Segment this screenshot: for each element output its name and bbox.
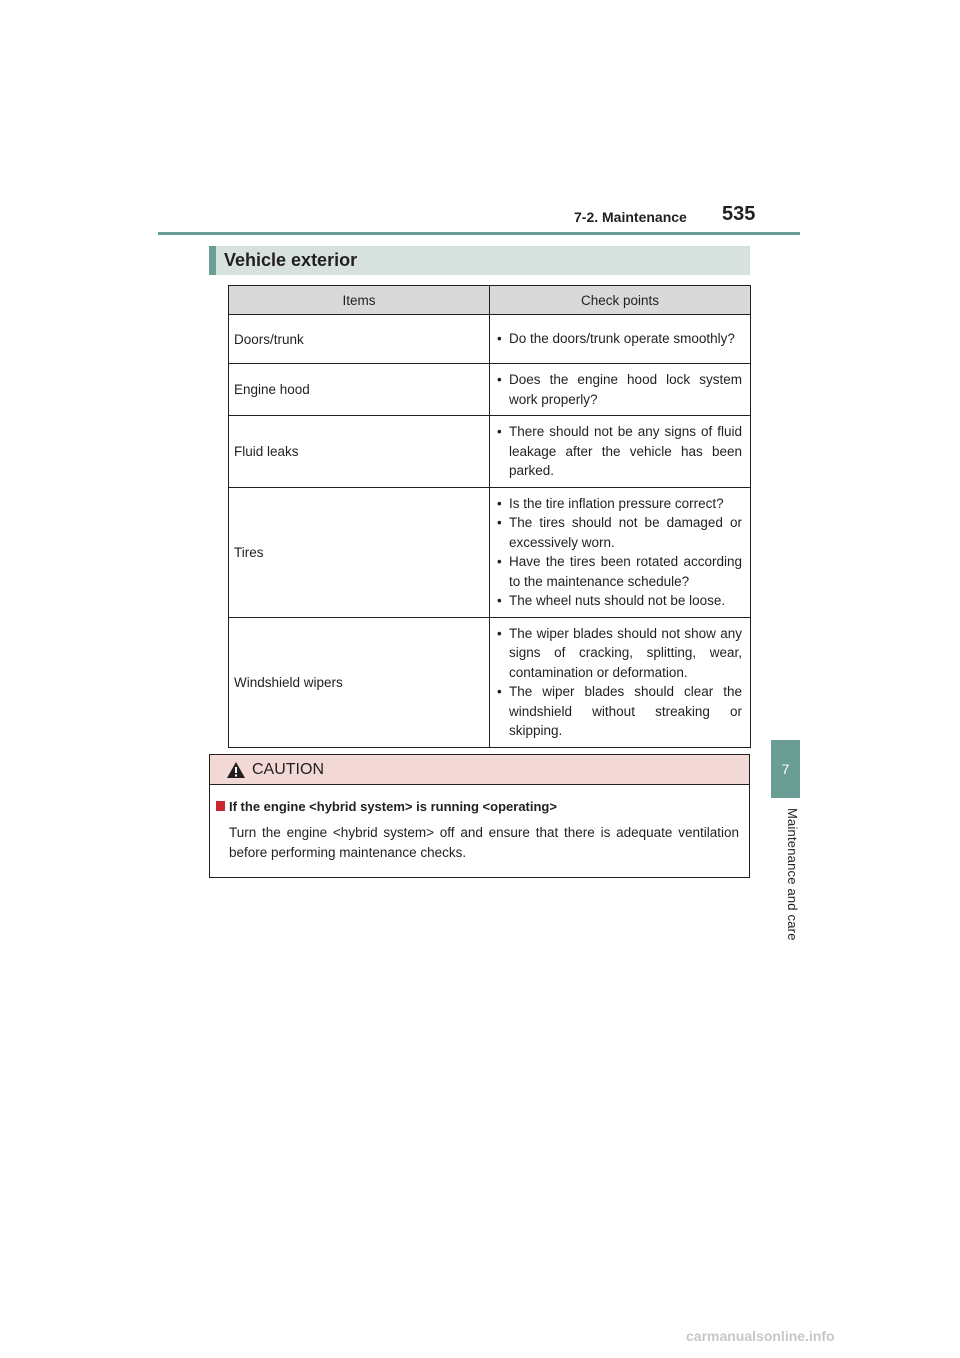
page-number: 535 xyxy=(722,203,756,225)
table-row xyxy=(229,315,751,364)
column-header-check-points: Check points xyxy=(490,286,751,315)
caution-label: CAUTION xyxy=(252,760,324,778)
table-row xyxy=(229,416,751,488)
check-point: • The wheel nuts should not be loose. xyxy=(494,591,742,611)
caution-heading-text: If the engine <hybrid system> is running <operating> xyxy=(229,799,557,814)
table-row xyxy=(229,364,751,416)
check-points-cell xyxy=(490,416,751,488)
check-point: • Is the tire inflation pressure correct? xyxy=(494,494,742,514)
column-header-items: Items xyxy=(229,286,490,315)
caution-body: Turn the engine <hybrid system> off and ensure that there is adequate ventilation before performing maintenance checks. xyxy=(229,825,739,860)
item-cell: Fluid leaks xyxy=(229,416,490,488)
check-point: • Have the tires been rotated according to the maintenance schedule? xyxy=(494,552,742,591)
chapter-label: Maintenance and care xyxy=(785,808,800,941)
square-bullet-icon xyxy=(216,801,225,811)
caution-box xyxy=(209,754,750,878)
header-divider xyxy=(158,232,800,235)
table-row xyxy=(229,617,751,747)
inspection-table xyxy=(228,285,751,748)
check-points-cell xyxy=(490,487,751,617)
item-cell: Engine hood xyxy=(229,364,490,416)
table-header-row xyxy=(229,286,751,315)
check-point: • There should not be any signs of fluid leakage after the vehicle has been parked. xyxy=(494,422,742,481)
table-row xyxy=(229,487,751,617)
chapter-number: 7 xyxy=(781,761,790,777)
check-point: • Do the doors/trunk operate smoothly? xyxy=(494,329,742,349)
item-cell: Doors/trunk xyxy=(229,315,490,364)
chapter-tab xyxy=(771,740,800,798)
check-points-cell xyxy=(490,617,751,747)
section-header: 7-2. Maintenance xyxy=(574,209,687,225)
check-points-cell xyxy=(490,315,751,364)
check-point: • Does the engine hood lock system work properly? xyxy=(494,370,742,409)
warning-triangle-icon xyxy=(226,761,246,779)
check-point: • The wiper blades should clear the windshield without streaking or skipping. xyxy=(494,682,742,741)
section-title: Vehicle exterior xyxy=(209,246,750,275)
watermark: carmanualsonline.info xyxy=(686,1328,835,1344)
check-points-cell xyxy=(490,364,751,416)
check-point: • The wiper blades should not show any signs of cracking, splitting, wear, contamination or deformation. xyxy=(494,624,742,683)
caution-header xyxy=(210,755,749,785)
caution-heading xyxy=(216,799,557,814)
check-point: • The tires should not be damaged or excessively worn. xyxy=(494,513,742,552)
item-cell: Windshield wipers xyxy=(229,617,490,747)
item-cell: Tires xyxy=(229,487,490,617)
